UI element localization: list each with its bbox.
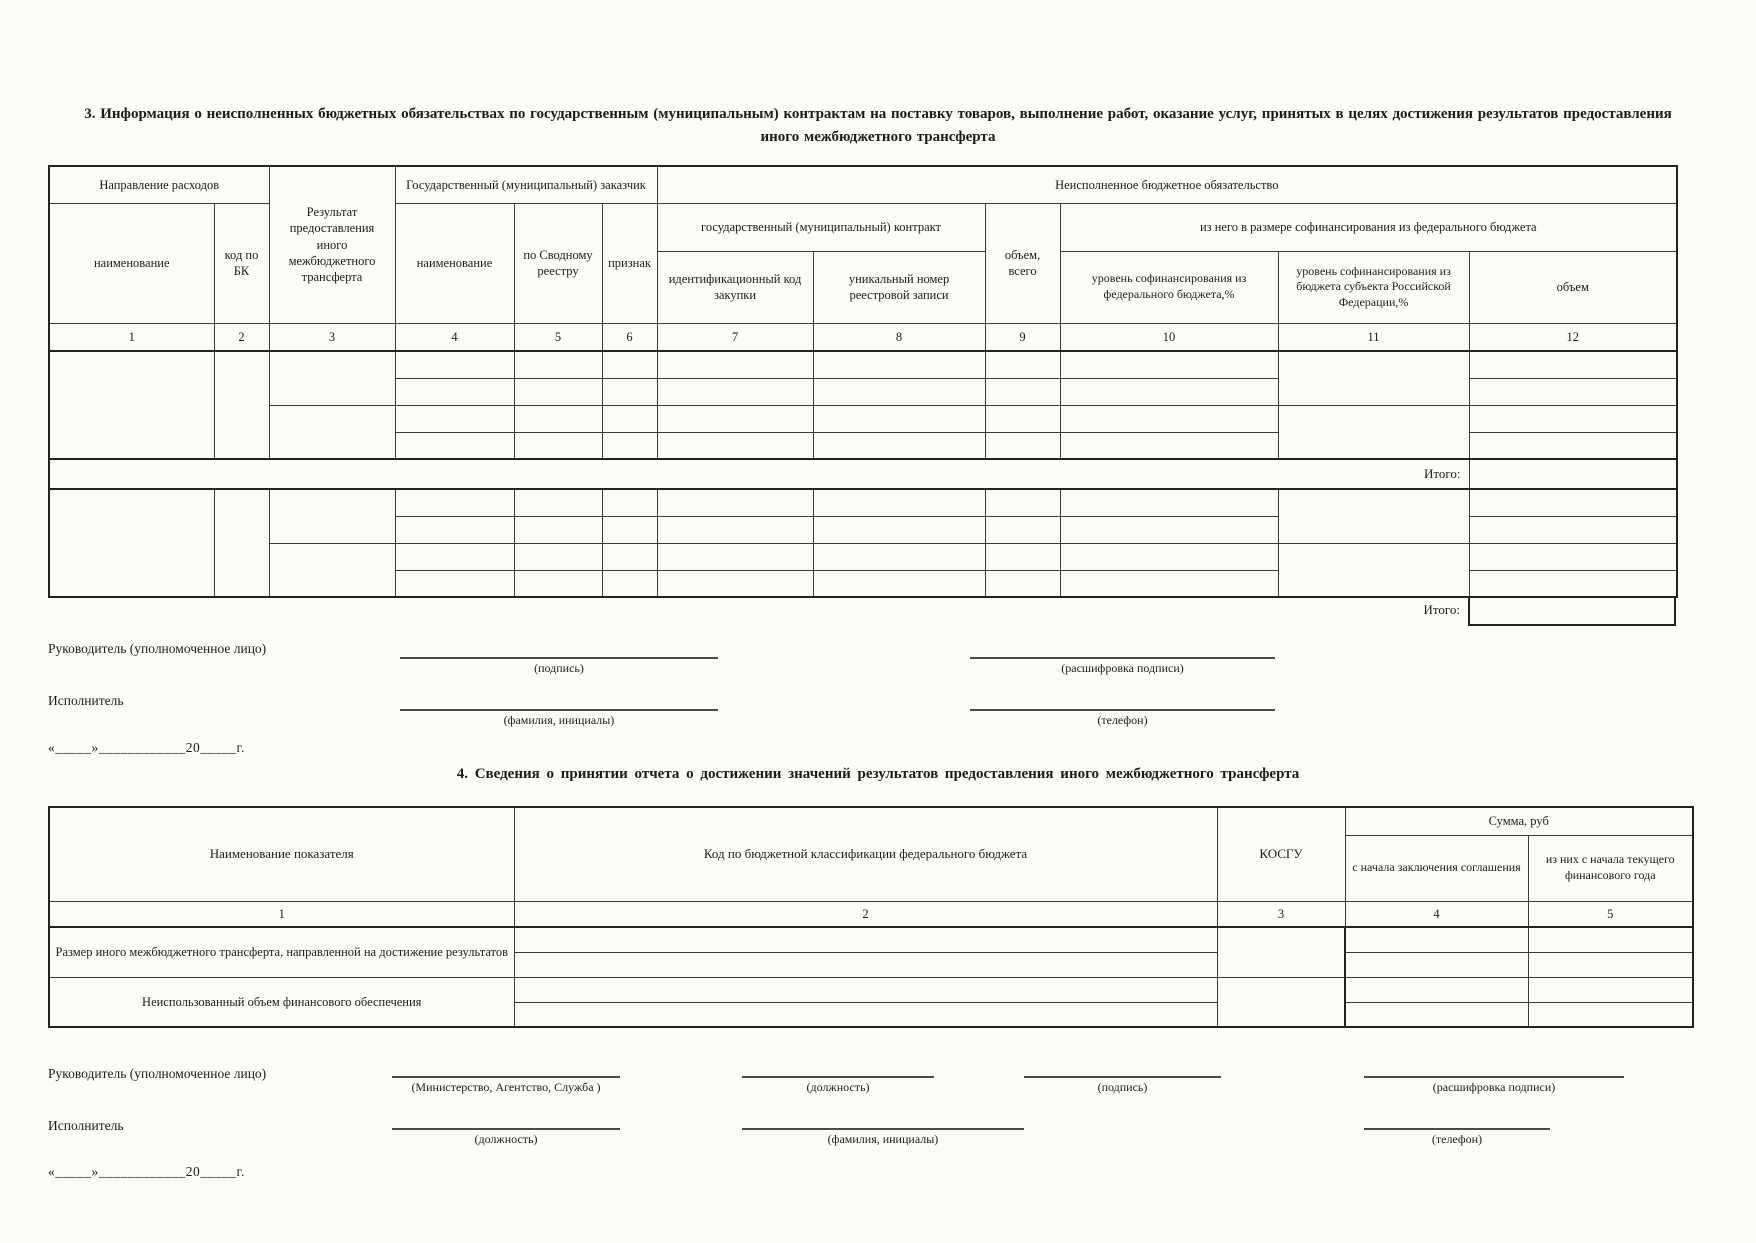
- itogo-strip: [48, 596, 1676, 626]
- signature-line: [970, 695, 1275, 711]
- header-transfer-result: Результат предоставления иного межбюджетного трансферта: [269, 166, 395, 323]
- col-number: 1: [49, 901, 514, 927]
- empty-cell: [657, 543, 813, 570]
- empty-cell: [514, 543, 602, 570]
- signature-line: [1364, 1114, 1550, 1130]
- empty-cell: [514, 570, 602, 597]
- empty-cell: [1528, 927, 1693, 952]
- ispolnitel-label: Исполнитель: [48, 693, 124, 708]
- empty-cell: [1278, 543, 1469, 597]
- section4-title: 4. Сведения о принятии отчета о достижении значений результатов предоставления иного межбюджетного трансферта: [456, 766, 1300, 782]
- empty-cell: [1469, 516, 1677, 543]
- header-registry-record-number: уникальный номер реестровой записи: [813, 251, 985, 323]
- header-kosgu: КОСГУ: [1217, 807, 1345, 901]
- empty-cell: [602, 378, 657, 405]
- empty-cell: [269, 405, 395, 459]
- empty-cell: [657, 351, 813, 378]
- header-subject-level: уровень софинансирования из бюджета субъекта Российской Федерации,%: [1278, 251, 1469, 323]
- unexecuted-obligations-table: [48, 165, 1678, 598]
- itogo-total-cell: [1469, 459, 1677, 489]
- ispolnitel-label: Исполнитель: [48, 1118, 124, 1133]
- empty-cell: [395, 432, 514, 459]
- col-number: 12: [1469, 323, 1677, 351]
- empty-cell: [657, 378, 813, 405]
- empty-cell: [1345, 952, 1528, 977]
- header-since-agreement: с начала заключения соглашения: [1345, 835, 1528, 901]
- col-number: 10: [1060, 323, 1278, 351]
- header-volume: объем: [1469, 251, 1677, 323]
- empty-cell: [1060, 489, 1278, 516]
- empty-cell: [1469, 378, 1677, 405]
- podpis-caption: (подпись): [1097, 1080, 1148, 1094]
- rukovoditel-label: Руководитель (уполномоченное лицо): [48, 1066, 267, 1081]
- col-number: 9: [985, 323, 1060, 351]
- empty-cell: [985, 543, 1060, 570]
- header-federal-cofinancing: из него в размере софинансирования из федерального бюджета: [1060, 203, 1677, 251]
- empty-cell: [1217, 977, 1345, 1027]
- empty-cell: [985, 405, 1060, 432]
- empty-cell: [657, 516, 813, 543]
- empty-cell: [395, 351, 514, 378]
- header-volume-total: объем, всего: [985, 203, 1060, 323]
- empty-cell: [514, 516, 602, 543]
- empty-cell: [813, 489, 985, 516]
- empty-cell: [985, 378, 1060, 405]
- header-direction-of-expenses: Направление расходов: [49, 166, 269, 203]
- empty-cell: [514, 489, 602, 516]
- empty-cell: [214, 489, 269, 597]
- empty-cell: [214, 351, 269, 459]
- empty-cell: [1528, 952, 1693, 977]
- report-acceptance-table: [48, 806, 1694, 1028]
- col-number: 2: [514, 901, 1217, 927]
- empty-cell: [1528, 1002, 1693, 1027]
- signature-line: [742, 1062, 934, 1078]
- empty-cell: [1469, 489, 1677, 516]
- header-name-col1: наименование: [49, 203, 214, 323]
- familiya-caption: (фамилия, инициалы): [827, 1132, 939, 1146]
- header-state-contract: государственный (муниципальный) контракт: [657, 203, 985, 251]
- empty-cell: [1278, 489, 1469, 543]
- col-number: 5: [1528, 901, 1693, 927]
- header-federal-level: уровень софинансирования из федерального бюджета,%: [1060, 251, 1278, 323]
- dolzhnost-caption: (должность): [474, 1132, 538, 1146]
- header-state-customer: Государственный (муниципальный) заказчик: [395, 166, 657, 203]
- empty-cell: [985, 570, 1060, 597]
- empty-cell: [49, 489, 214, 597]
- empty-cell: [985, 489, 1060, 516]
- col-number: 2: [214, 323, 269, 351]
- empty-cell: [514, 927, 1217, 952]
- signature-line: [1364, 1062, 1624, 1078]
- itogo-label: Итого:: [49, 459, 1469, 489]
- empty-cell: [1278, 405, 1469, 459]
- col-number: 8: [813, 323, 985, 351]
- empty-cell: [602, 432, 657, 459]
- signature-line: [400, 695, 718, 711]
- header-sum-rub: Сумма, руб: [1345, 807, 1693, 835]
- empty-cell: [395, 489, 514, 516]
- empty-cell: [602, 543, 657, 570]
- header-customer-name: наименование: [395, 203, 514, 323]
- empty-cell: [395, 516, 514, 543]
- itogo-label: Итого:: [1423, 602, 1460, 617]
- telefon-caption: (телефон): [1097, 713, 1148, 727]
- signature-line: [970, 643, 1275, 659]
- empty-cell: [1345, 977, 1528, 1002]
- rukovoditel-label: Руководитель (уполномоченное лицо): [48, 641, 267, 656]
- col-number: 7: [657, 323, 813, 351]
- header-unexecuted-obligation: Неисполненное бюджетное обязательство: [657, 166, 1677, 203]
- empty-cell: [1278, 351, 1469, 405]
- col-number: 11: [1278, 323, 1469, 351]
- empty-cell: [1217, 927, 1345, 977]
- empty-cell: [269, 543, 395, 597]
- ministerstvo-caption: (Министерство, Агентство, Служба ): [411, 1080, 601, 1094]
- empty-cell: [813, 351, 985, 378]
- empty-cell: [1060, 543, 1278, 570]
- empty-cell: [1469, 351, 1677, 378]
- dolzhnost-caption: (должность): [806, 1080, 870, 1094]
- col-number: 5: [514, 323, 602, 351]
- empty-cell: [514, 378, 602, 405]
- col-number: 4: [1345, 901, 1528, 927]
- empty-cell: [985, 351, 1060, 378]
- empty-cell: [657, 405, 813, 432]
- col-number: 6: [602, 323, 657, 351]
- empty-cell: [657, 432, 813, 459]
- empty-cell: [1469, 432, 1677, 459]
- empty-cell: [1060, 432, 1278, 459]
- header-indicator-name: Наименование показателя: [49, 807, 514, 901]
- empty-cell: [985, 432, 1060, 459]
- date-line: «_____»____________20_____г.: [48, 740, 245, 755]
- familiya-caption: (фамилия, инициалы): [503, 713, 615, 727]
- empty-cell: [514, 351, 602, 378]
- header-sign: признак: [602, 203, 657, 323]
- empty-cell: [813, 516, 985, 543]
- empty-cell: [269, 489, 395, 543]
- signature-line: [742, 1114, 1024, 1130]
- row-label-transfer-size: Размер иного межбюджетного трансферта, направленной на достижение результатов: [49, 927, 514, 977]
- empty-cell: [985, 516, 1060, 543]
- empty-cell: [657, 570, 813, 597]
- signature-line: [1024, 1062, 1221, 1078]
- col-number: 3: [269, 323, 395, 351]
- empty-cell: [1469, 405, 1677, 432]
- empty-cell: [813, 378, 985, 405]
- header-since-fin-year: из них с начала текущего финансового года: [1528, 835, 1693, 901]
- empty-cell: [602, 351, 657, 378]
- section3-title: 3. Информация о неисполненных бюджетных обязательствах по государственным (муниципальным) контрактам на поставку товаров, выполнение работ, оказание услуг, принятых в целях достижения результатов предоставления иного межбюджетного трансферта: [84, 106, 1672, 145]
- empty-cell: [49, 351, 214, 459]
- empty-cell: [395, 405, 514, 432]
- empty-cell: [813, 432, 985, 459]
- empty-cell: [1345, 1002, 1528, 1027]
- empty-cell: [514, 432, 602, 459]
- rasshifrovka-caption: (расшифровка подписи): [1432, 1080, 1556, 1094]
- empty-cell: [514, 952, 1217, 977]
- rasshifrovka-caption: (расшифровка подписи): [1061, 661, 1184, 675]
- empty-cell: [1060, 405, 1278, 432]
- empty-cell: [1345, 927, 1528, 952]
- empty-cell: [657, 489, 813, 516]
- empty-cell: [514, 977, 1217, 1002]
- signature-line: [392, 1062, 620, 1078]
- empty-cell: [1060, 378, 1278, 405]
- empty-cell: [602, 405, 657, 432]
- empty-cell: [395, 378, 514, 405]
- empty-cell: [1469, 570, 1677, 597]
- header-budget-classification-code: Код по бюджетной классификации федерального бюджета: [514, 807, 1217, 901]
- col-number: 4: [395, 323, 514, 351]
- empty-cell: [1528, 977, 1693, 1002]
- empty-cell: [395, 570, 514, 597]
- empty-cell: [602, 570, 657, 597]
- header-consolidated-registry: по Сводному реестру: [514, 203, 602, 323]
- col-number: 1: [49, 323, 214, 351]
- empty-cell: [1469, 543, 1677, 570]
- itogo-total-cell: [1468, 596, 1676, 626]
- empty-cell: [1060, 570, 1278, 597]
- empty-cell: [602, 489, 657, 516]
- empty-cell: [813, 570, 985, 597]
- empty-cell: [813, 543, 985, 570]
- empty-cell: [602, 516, 657, 543]
- signature-line: [400, 643, 718, 659]
- empty-cell: [514, 1002, 1217, 1027]
- empty-cell: [1060, 351, 1278, 378]
- empty-cell: [269, 351, 395, 405]
- header-purchase-id: идентификационный код закупки: [657, 251, 813, 323]
- empty-cell: [1060, 516, 1278, 543]
- empty-cell: [395, 543, 514, 570]
- podpis-caption: (подпись): [534, 661, 584, 675]
- row-label-unused-volume: Неиспользованный объем финансового обеспечения: [49, 977, 514, 1027]
- empty-cell: [813, 405, 985, 432]
- header-bk-code: код по БК: [214, 203, 269, 323]
- col-number: 3: [1217, 901, 1345, 927]
- empty-cell: [514, 405, 602, 432]
- signature-line: [392, 1114, 620, 1130]
- telefon-caption: (телефон): [1431, 1132, 1483, 1146]
- date-line: «_____»____________20_____г.: [48, 1164, 245, 1179]
